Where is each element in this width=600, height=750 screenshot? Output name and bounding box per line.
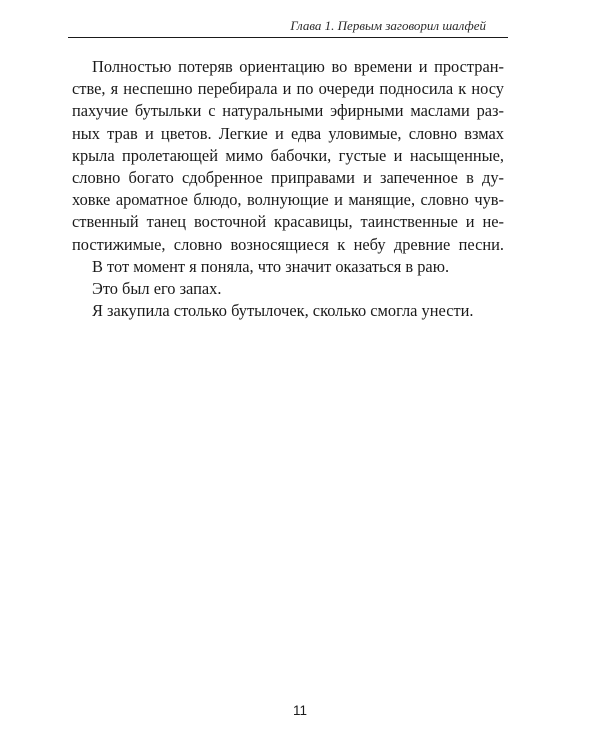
text-line: ных трав и цветов. Легкие и едва уловимые, словно взмах — [72, 123, 504, 143]
text-line: ственный танец восточной красавицы, таинственные и не- — [72, 212, 504, 232]
paragraph-3 — [92, 278, 504, 300]
header-rule — [68, 37, 508, 38]
text-line: крыла пролетающей мимо бабочки, густые и насыщенные, — [72, 145, 504, 165]
paragraph-2 — [92, 256, 504, 278]
paragraph-4 — [92, 300, 504, 322]
text-line: Я закупила столько бутылочек, сколько смогла унести. — [92, 301, 474, 321]
running-head-title: Глава 1. Первым заговорил шалфей — [290, 18, 486, 33]
page-number: 11 — [292, 703, 307, 718]
text-line: словно богато сдобренное приправами и запеченное в ду- — [72, 168, 504, 188]
text-line: Полностью потеряв ориентацию во времени и простран- — [92, 57, 504, 76]
text-line: В тот момент я поняла, что значит оказаться в раю. — [92, 256, 450, 276]
body-text — [72, 56, 504, 322]
paragraph-1 — [72, 56, 504, 256]
text-line: Это был его запах. — [92, 279, 222, 299]
text-line: постижимые, словно возносящиеся к небу древние песни. — [72, 234, 504, 254]
text-line: стве, я неспешно перебирала и по очереди подносила к носу — [72, 79, 504, 99]
text-line: пахучие бутыльки с натуральными эфирными маслами раз- — [72, 101, 504, 121]
text-line: ховке ароматное блюдо, волнующие и манящие, словно чув- — [72, 190, 504, 210]
